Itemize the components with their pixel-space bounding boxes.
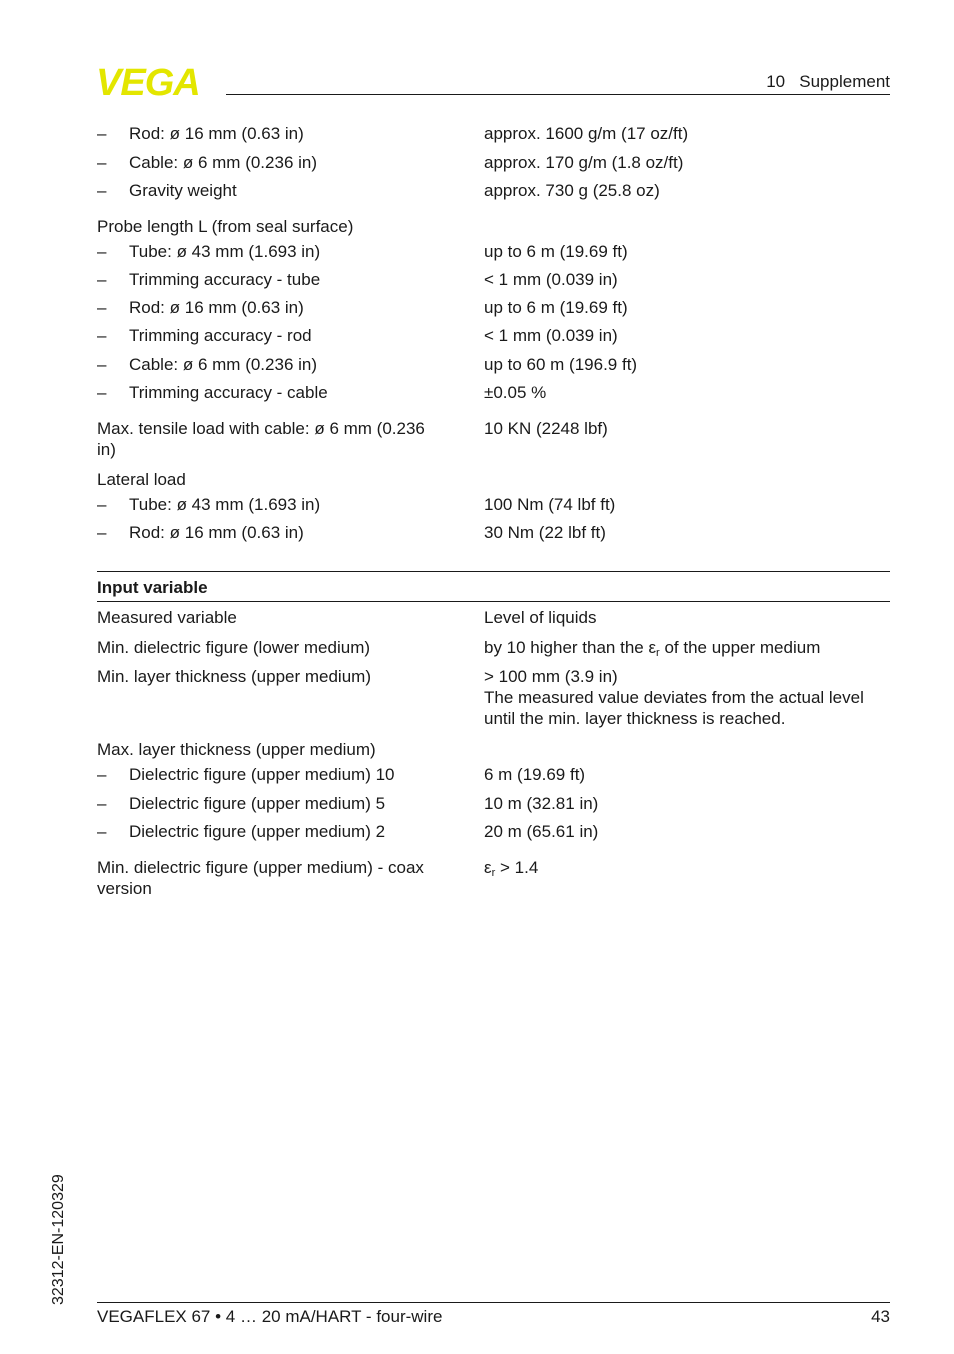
spec-value: 100 Nm (74 lbf ft) [484,495,616,514]
spec-label: Measured variable [97,608,237,627]
spec-row [97,152,890,176]
subscript: r [491,867,496,879]
value-line: > 100 mm (3.9 in) [484,667,618,686]
section-heading: 10 Supplement [766,72,890,91]
spec-row [97,269,890,293]
vega-logo [96,64,220,98]
list-dash: – [97,242,107,261]
spec-value [484,666,890,729]
spec-row [97,494,890,518]
list-dash: – [97,794,107,813]
spec-value: < 1 mm (0.039 in) [484,326,618,345]
list-dash: – [97,495,107,514]
list-dash: – [97,124,107,143]
spec-label: Dielectric figure (upper medium) 2 [129,822,386,841]
spec-label: Gravity weight [129,181,237,200]
spec-row [97,297,890,321]
list-dash: – [97,153,107,172]
spec-row [97,354,890,378]
spec-row [97,607,890,631]
spec-label: Cable: ø 6 mm (0.236 in) [129,355,318,374]
spec-value: ±0.05 % [484,383,547,402]
spec-value: < 1 mm (0.039 in) [484,270,618,289]
section-rule [97,571,890,572]
spec-label: Max. layer thickness (upper medium) [97,740,376,759]
spec-label: Dielectric figure (upper medium) 10 [129,765,395,784]
spec-row [97,241,890,265]
list-dash: – [97,383,107,402]
spec-label: Tube: ø 43 mm (1.693 in) [129,242,321,261]
list-dash: – [97,181,107,200]
spec-row [97,382,890,406]
list-dash: – [97,298,107,317]
spec-row [97,793,890,817]
spec-row [97,418,890,464]
list-dash: – [97,765,107,784]
list-dash: – [97,355,107,374]
spec-label: Trimming accuracy - rod [129,326,312,345]
spec-row [97,325,890,349]
spec-row [97,857,890,903]
spec-value: up to 6 m (19.69 ft) [484,242,628,261]
spec-label: Min. dielectric figure (lower medium) [97,638,371,657]
spec-value: up to 60 m (196.9 ft) [484,355,638,374]
header-rule [226,94,890,95]
spec-group-title [97,739,890,763]
spec-label: Rod: ø 16 mm (0.63 in) [129,523,304,542]
spec-group-title [97,469,890,493]
list-dash: – [97,822,107,841]
spec-label: Rod: ø 16 mm (0.63 in) [129,124,304,143]
spec-value: 10 KN (2248 lbf) [484,419,608,438]
value-text: ε [484,858,492,877]
spec-label: Lateral load [97,470,186,489]
spec-value: 20 m (65.61 in) [484,822,599,841]
spec-value: 6 m (19.69 ft) [484,765,586,784]
spec-label: Trimming accuracy - tube [129,270,321,289]
spec-label: Dielectric figure (upper medium) 5 [129,794,386,813]
spec-row [97,666,890,736]
value-text: of the upper medium [659,638,821,657]
spec-label: Max. tensile load with cable: ø 6 mm (0.236 in) [97,419,425,459]
subscript: r [656,647,660,659]
document-number: 32312-EN-120329 [50,1174,67,1305]
spec-label: Trimming accuracy - cable [129,383,328,402]
spec-label: Rod: ø 16 mm (0.63 in) [129,298,304,317]
spec-row [97,180,890,204]
spec-row [97,821,890,845]
section-rule [97,601,890,602]
spec-label: Min. layer thickness (upper medium) [97,667,371,686]
spec-label: Probe length L (from seal surface) [97,217,354,236]
spec-value: approx. 170 g/m (1.8 oz/ft) [484,153,684,172]
spec-value [484,637,820,664]
footer-rule [97,1302,890,1303]
spec-value: 30 Nm (22 lbf ft) [484,523,606,542]
footer-title: VEGAFLEX 67 • 4 … 20 mA/HART - four-wire [97,1307,443,1326]
spec-group-title [97,216,890,240]
list-dash: – [97,326,107,345]
spec-value: up to 6 m (19.69 ft) [484,298,628,317]
spec-value: 10 m (32.81 in) [484,794,599,813]
spec-row [97,764,890,788]
spec-value: approx. 730 g (25.8 oz) [484,181,660,200]
value-line: The measured value deviates from the actual level until the min. layer thickness is reached. [484,688,864,728]
section-title: Input variable [97,578,208,597]
spec-row [97,123,890,147]
value-text: > 1.4 [495,858,539,877]
vega-logo-text: VEGA [96,64,200,98]
spec-label: Cable: ø 6 mm (0.236 in) [129,153,318,172]
spec-value: Level of liquids [484,608,597,627]
list-dash: – [97,270,107,289]
spec-row [97,522,890,546]
value-text: by 10 higher than the ε [484,638,657,657]
spec-label: Min. dielectric figure (upper medium) - coax version [97,858,424,898]
list-dash: – [97,523,107,542]
spec-value [484,857,538,884]
spec-label: Tube: ø 43 mm (1.693 in) [129,495,321,514]
spec-value: approx. 1600 g/m (17 oz/ft) [484,124,689,143]
page-number: 43 [871,1307,890,1326]
spec-row [97,637,890,661]
